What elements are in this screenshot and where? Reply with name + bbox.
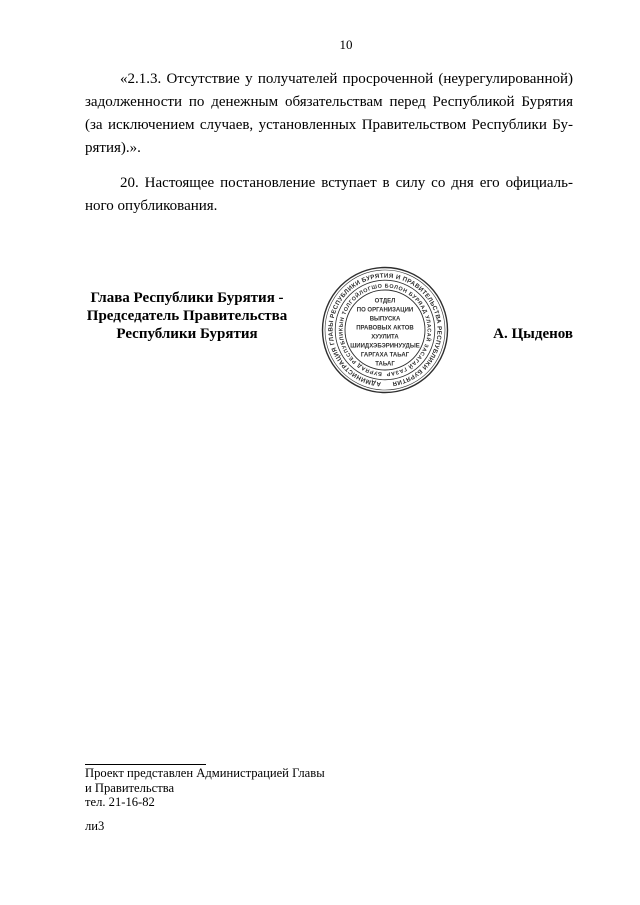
footnote-line: Проект представлен Администрацией Главы <box>85 766 325 780</box>
stamp-center-line: ОТДЕЛ <box>374 298 396 305</box>
signatory-position-line: Председатель Правительства <box>86 308 288 324</box>
stamp-center-line: ГАРГАХА ТАЬАГ <box>360 352 410 359</box>
paragraph-line: рятия).». <box>85 140 141 156</box>
paragraph-clause-2-1-3 <box>85 68 573 160</box>
signatory-position <box>85 289 289 343</box>
stamp-center-line: ПО ОРГАНИЗАЦИИ <box>356 307 414 314</box>
footnote-separator <box>85 764 206 765</box>
stamp-center-line: ШИИДХЭБЭРИНУУДЫЕ <box>350 343 420 350</box>
stamp-center-text <box>350 298 419 367</box>
stamp-center-line: ХУУЛИТА <box>371 334 399 341</box>
signatory-position-line: Глава Республики Бурятия - <box>90 290 284 306</box>
paragraph-line: 20. Настоящее постановление вступает в силу со дня его официаль- <box>120 175 573 191</box>
page-number: 10 <box>339 37 353 52</box>
paragraph-line: ного опубликования. <box>85 198 218 214</box>
paragraph-line: «2.1.3. Отсутствие у получателей просроченной (неурегулированной) <box>120 71 573 87</box>
footnote <box>85 766 325 810</box>
stamp-outer-ring-text: АДМИНИСТРАЦИЯ ГЛАВЫ РЕСПУБЛИКИ БУРЯТИЯ И ПРАВИТЕЛЬСТВА РЕСПУБЛИКИ БУРЯТИЯ <box>327 272 443 388</box>
signatory-name: А. Цыденов <box>493 326 573 342</box>
stamp-center-line: ТАЬАГ <box>375 361 395 368</box>
paragraph-line: задолженности по денежным обязательствам перед Республикой Бурятия <box>85 94 573 110</box>
stamp-center-line: ПРАВОВЫХ АКТОВ <box>356 325 414 332</box>
executor-code: ли3 <box>85 819 105 833</box>
footnote-line: тел. 21-16-82 <box>85 795 155 809</box>
footnote-line: и Правительства <box>85 780 175 795</box>
stamp-inner-ring-text: БУРЯАД РЕСПУБЛИКЫН ТОЛГОЙЛОГШО БОЛОН БУРЯАД УЛАСАЙ ЗАСАГАЙ ГАЗАР <box>338 283 432 377</box>
stamp-center-line: ВЫПУСКА <box>369 316 401 323</box>
paragraph-line: (за исключением случаев, установленных Правительством Республики Бу- <box>85 117 573 133</box>
paragraph-item-20 <box>85 172 573 218</box>
signatory-position-line: Республики Бурятия <box>116 326 258 342</box>
